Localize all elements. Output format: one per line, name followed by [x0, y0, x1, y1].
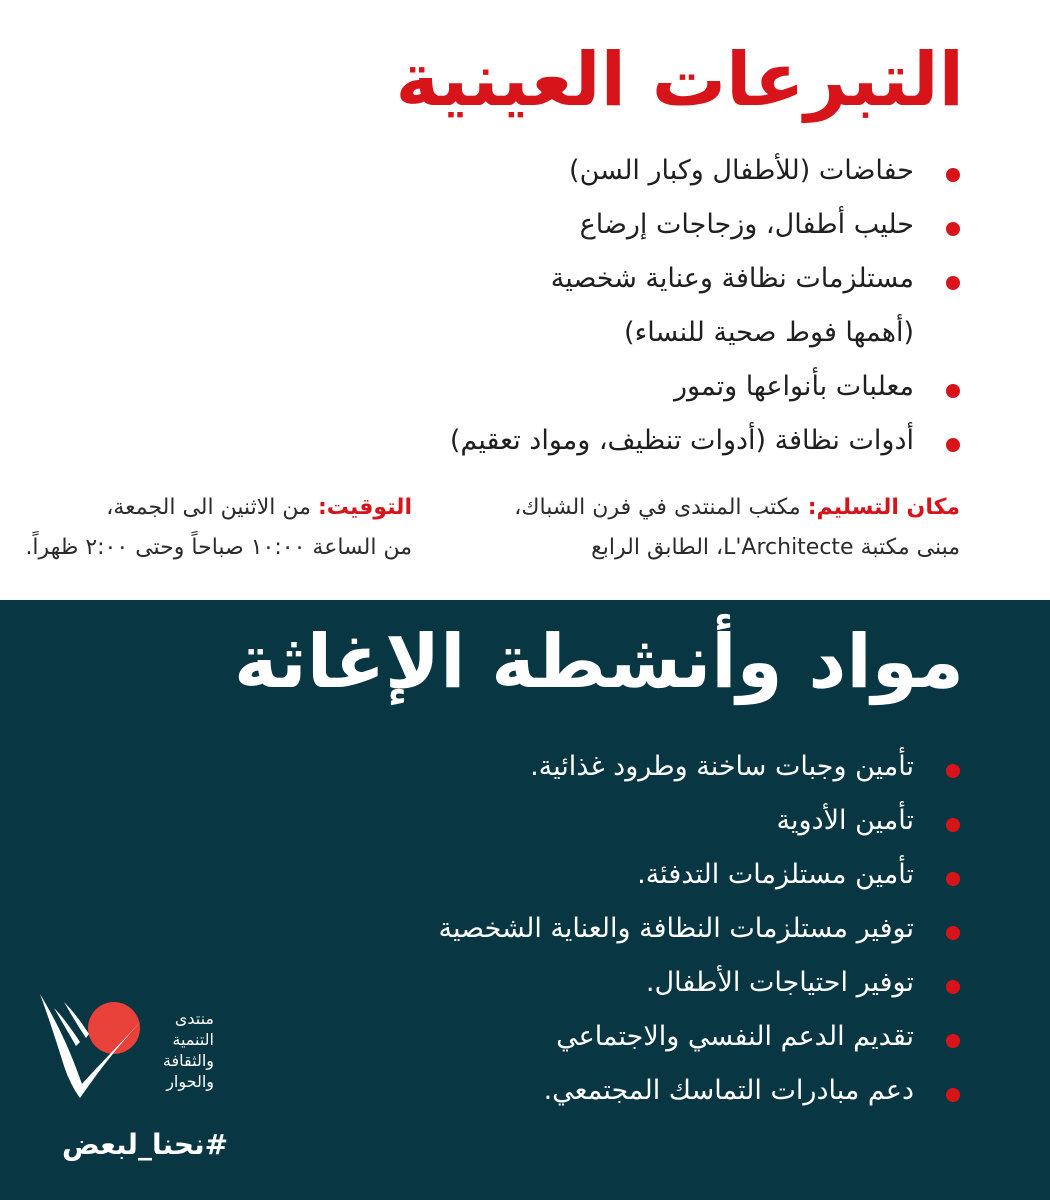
list-item-text: تأمين الأدوية [776, 805, 914, 836]
list-item [0, 368, 1050, 422]
delivery-line-1: مكتب المنتدى في فرن الشباك، [514, 495, 801, 520]
list-item-text: توفير احتياجات الأطفال. [645, 967, 914, 998]
logo-line: التنمية [172, 1030, 214, 1049]
delivery-location [514, 488, 960, 568]
list-item-text: تأمين مستلزمات التدفئة. [637, 859, 914, 890]
list-item [0, 748, 1050, 802]
list-item-text: معلبات بأنواعها وتمور [673, 371, 914, 402]
logo-line: منتدى [174, 1009, 214, 1028]
list-item-text: دعم مبادرات التماسك المجتمعي. [543, 1075, 914, 1106]
list-item [0, 802, 1050, 856]
timing-label: التوقيت: [317, 495, 412, 520]
bullet-dot-icon [946, 764, 960, 778]
list-item-continuation [0, 314, 1050, 368]
delivery-label: مكان التسليم: [807, 495, 960, 520]
timing-line-2: من الساعة ١٠:٠٠ صباحاً وحتى ٢:٠٠ ظهراً. [25, 535, 412, 560]
list-item [0, 856, 1050, 910]
in-kind-donations-title: التبرعات العينية [395, 37, 964, 123]
bullet-dot-icon [946, 222, 960, 236]
relief-activities-title: مواد وأنشطة الإغاثة [234, 619, 964, 705]
bullet-dot-icon [946, 926, 960, 940]
list-item [0, 422, 1050, 476]
list-item-text: حفاضات (للأطفال وكبار السن) [569, 155, 914, 186]
bullet-dot-icon [946, 980, 960, 994]
in-kind-donations-list [0, 152, 1050, 476]
list-item-text: تقديم الدعم النفسي والاجتماعي [556, 1021, 914, 1052]
timing-line-1: من الاثنين الى الجمعة، [106, 495, 311, 520]
list-item [0, 260, 1050, 314]
bullet-dot-icon [946, 168, 960, 182]
bullet-dot-icon [946, 1088, 960, 1102]
delivery-line-2: مبنى مكتبة L'Architecte، الطابق الرابع [591, 535, 960, 560]
logo-line: والحوار [166, 1072, 214, 1091]
list-item-text: تأمين وجبات ساخنة وطرود غذائية. [530, 751, 914, 782]
delivery-timing [25, 488, 412, 568]
bullet-dot-icon [946, 872, 960, 886]
list-item [0, 206, 1050, 260]
list-item-text: توفير مستلزمات النظافة والعناية الشخصية [438, 913, 914, 944]
hashtag: #نحنا_لبعض [62, 1128, 229, 1161]
bullet-dot-icon [946, 438, 960, 452]
list-item [0, 910, 1050, 964]
logo-line: والثقافة [162, 1051, 214, 1070]
list-item-text: أدوات نظافة (أدوات تنظيف، ومواد تعقيم) [449, 425, 914, 456]
bullet-dot-icon [946, 1034, 960, 1048]
bullet-dot-icon [946, 818, 960, 832]
bullet-dot-icon [946, 276, 960, 290]
list-item-text: (أهمها فوط صحية للنساء) [624, 317, 914, 348]
logo-text [130, 1008, 214, 1092]
bullet-dot-icon [946, 384, 960, 398]
list-item-text: مستلزمات نظافة وعناية شخصية [550, 263, 914, 294]
list-item-text: حليب أطفال، وزجاجات إرضاع [579, 209, 914, 240]
list-item [0, 152, 1050, 206]
